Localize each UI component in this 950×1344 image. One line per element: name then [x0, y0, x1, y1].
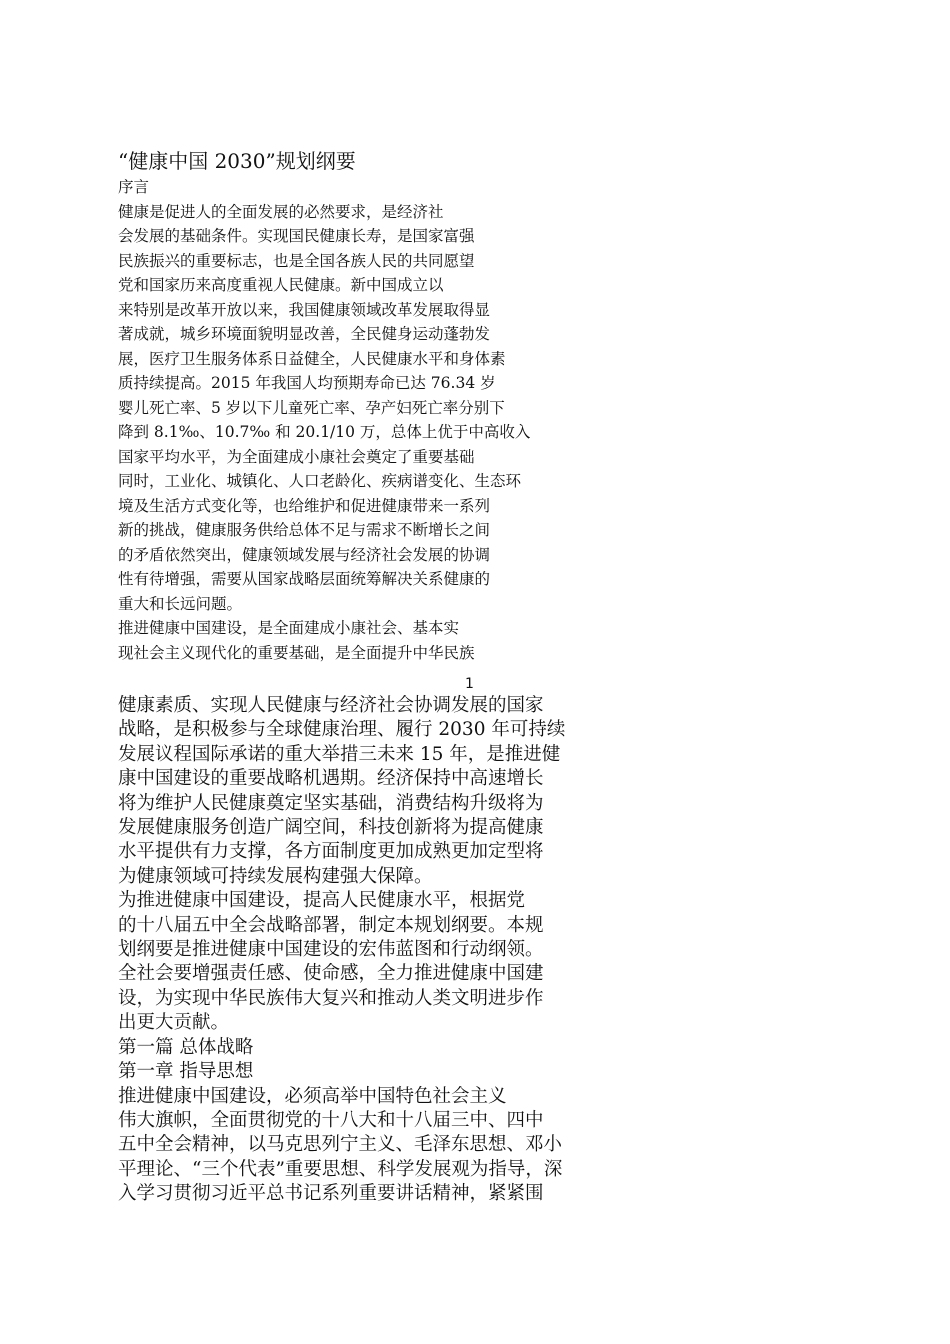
text-line: 平理论、“三个代表”重要思想、科学发展观为指导，深 [118, 1158, 563, 1180]
text-line: 来特别是改革开放以来，我国健康领域改革发展取得显 [118, 300, 491, 319]
text-line: 设，为实现中华民族伟大复兴和推动人类文明进步作 [118, 987, 544, 1009]
text-line: 民族振兴的重要标志，也是全国各族人民的共同愿望 [118, 251, 475, 270]
text-line: 著成就，城乡环境面貌明显改善，全民健身运动蓬勃发 [118, 325, 491, 343]
text-line: 会发展的基础条件。实现国民健康长寿，是国家富强 [118, 227, 475, 245]
text-line: 划纲要是推进健康中国建设的宏伟蓝图和行动纲领。 [118, 939, 544, 961]
text-line: 健康是促进人的全面发展的必然要求，是经济社 [118, 202, 444, 221]
text-line: 入学习贯彻习近平总书记系列重要讲话精神，紧紧围 [118, 1183, 544, 1205]
text-line: 新的挑战，健康服务供给总体不足与需求不断增长之间 [118, 521, 491, 539]
text-line: 将为维护人民健康奠定坚实基础，消费结构升级将为 [118, 792, 544, 814]
chapter-heading: 第一章 指导思想 [118, 1061, 254, 1083]
text-line: 为推进健康中国建设，提高人民健康水平，根据党 [118, 890, 526, 912]
text-line: 同时，工业化、城镇化、人口老龄化、疾病谱变化、生态环 [118, 472, 522, 490]
text-line: 出更大贡献。 [118, 1012, 230, 1034]
text-line: 序言 [118, 178, 150, 196]
text-line: 全社会要增强责任感、使命感，全力推进健康中国建 [118, 963, 544, 985]
text-line: 发展健康服务创造广阔空间，科技创新将为提高健康 [118, 817, 544, 839]
text-line: 的矛盾依然突出，健康领域发展与经济社会发展的协调 [118, 545, 491, 564]
text-line: 水平提供有力支撑，各方面制度更加成熟更加定型将 [118, 841, 544, 863]
text-line: 五中全会精神，以马克思列宁主义、毛泽东思想、邓小 [118, 1134, 563, 1156]
text-block-main [118, 694, 618, 1207]
text-line: 伟大旗帜，全面贯彻党的十八大和十八届三中、四中 [118, 1109, 544, 1131]
text-line: 为健康领域可持续发展构建强大保障。 [118, 865, 433, 887]
text-line: 境及生活方式变化等，也给维护和促进健康带来一系列 [118, 496, 491, 515]
page-number: 1 [465, 676, 474, 692]
text-line: 现社会主义现代化的重要基础，是全面提升中华民族 [118, 643, 475, 662]
text-line: 国家平均水平，为全面建成小康社会奠定了重要基础 [118, 447, 475, 466]
text-line: 婴儿死亡率、5 岁以下儿童死亡率、孕产妇死亡率分别下 [118, 398, 505, 417]
text-line: 展，医疗卫生服务体系日益健全，人民健康水平和身体素 [118, 349, 506, 368]
text-line: 性有待增强，需要从国家战略层面统筹解决关系健康的 [118, 570, 491, 588]
text-block-preface [118, 175, 638, 665]
part-heading: 第一篇 总体战略 [118, 1036, 254, 1058]
text-line: 健康素质、实现人民健康与经济社会协调发展的国家 [118, 695, 544, 716]
text-line: 的十八届五中全会战略部署，制定本规划纲要。本规 [118, 914, 544, 936]
text-line: 发展议程国际承诺的重大举措三未来 15 年，是推进健 [118, 743, 561, 765]
text-line: 推进健康中国建设，必须高举中国特色社会主义 [118, 1085, 507, 1107]
text-line: 降到 8.1‰、10.7‰ 和 20.1/10 万，总体上优于中高收入 [118, 423, 531, 441]
text-line: 重大和长远问题。 [118, 594, 243, 613]
text-line: 质持续提高。2015 年我国人均预期寿命已达 76.34 岁 [118, 374, 496, 392]
text-line: 战略，是积极参与全球健康治理、履行 2030 年可持续 [118, 719, 566, 741]
text-line: 推进健康中国建设，是全面建成小康社会、基本实 [118, 619, 460, 637]
text-line: 党和国家历来高度重视人民健康。新中国成立以 [118, 276, 444, 294]
document-title: “健康中国 2030”规划纲要 [118, 149, 356, 173]
text-line: 康中国建设的重要战略机遇期。经济保持中高速增长 [118, 768, 544, 790]
